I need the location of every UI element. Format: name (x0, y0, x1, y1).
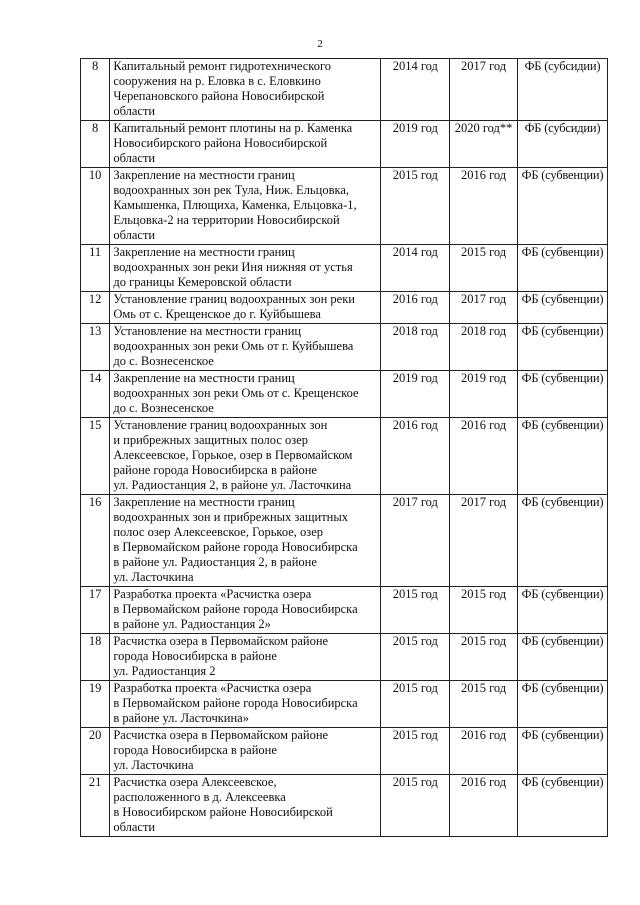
measure-name-line: Ельцовка-2 на территории Новосибирской (113, 213, 340, 227)
measure-name-line: в Первомайском районе города Новосибирска (113, 696, 358, 710)
measure-name-line: ул. Радиостанция 2 (113, 664, 216, 678)
funding-source: ФБ (субвенции) (517, 371, 607, 418)
start-year: 2016 год (381, 418, 450, 495)
measure-name-cell (110, 495, 381, 587)
measure-name-line: Расчистка озера в Первомайском районе (113, 634, 329, 648)
end-year: 2016 год (450, 168, 518, 245)
funding-source: ФБ (субвенции) (517, 681, 607, 728)
funding-source: ФБ (субсидии) (517, 59, 607, 121)
start-year: 2018 год (381, 324, 450, 371)
row-number: 10 (81, 168, 110, 245)
table-row (81, 371, 608, 418)
row-number: 11 (81, 245, 110, 292)
table-row (81, 775, 608, 837)
table-row (81, 495, 608, 587)
start-year: 2015 год (381, 775, 450, 837)
measure-name-line: Установление на местности границ (113, 324, 302, 338)
measure-name-line: города Новосибирска в районе (113, 743, 277, 757)
table-row (81, 728, 608, 775)
end-year: 2017 год (450, 59, 518, 121)
table-row (81, 634, 608, 681)
end-year: 2016 год (450, 418, 518, 495)
measure-name-line: ул. Ласточкина (113, 758, 194, 772)
measure-name-cell (110, 775, 381, 837)
row-number: 8 (81, 121, 110, 168)
measure-name-line: города Новосибирска в районе (113, 649, 277, 663)
row-number: 13 (81, 324, 110, 371)
funding-source: ФБ (субвенции) (517, 775, 607, 837)
funding-source: ФБ (субвенции) (517, 418, 607, 495)
row-number: 15 (81, 418, 110, 495)
measure-name-line: в Первомайском районе города Новосибирска (113, 602, 358, 616)
measure-name-cell (110, 681, 381, 728)
row-number: 17 (81, 587, 110, 634)
measure-name-line: области (113, 104, 156, 118)
measure-name-line: области (113, 820, 156, 834)
funding-source: ФБ (субвенции) (517, 168, 607, 245)
start-year: 2015 год (381, 634, 450, 681)
table-row (81, 59, 608, 121)
measure-name-line: в Первомайском районе города Новосибирска (113, 540, 358, 554)
measure-name-line: полос озер Алексеевское, Горькое, озер (113, 525, 324, 539)
measure-name-line: и прибрежных защитных полос озер (113, 433, 308, 447)
measure-name-line: в Новосибирском районе Новосибирской (113, 805, 333, 819)
measure-name-line: в районе ул. Радиостанция 2, в районе (113, 555, 317, 569)
table-row (81, 292, 608, 324)
measure-name-line: Алексеевское, Горькое, озер в Первомайском (113, 448, 353, 462)
end-year: 2015 год (450, 681, 518, 728)
measure-name-line: Разработка проекта «Расчистка озера (113, 587, 312, 601)
measure-name-line: в районе ул. Радиостанция 2» (113, 617, 271, 631)
measure-name-cell (110, 587, 381, 634)
start-year: 2015 год (381, 168, 450, 245)
end-year: 2020 год** (450, 121, 518, 168)
measure-name-cell (110, 168, 381, 245)
row-number: 14 (81, 371, 110, 418)
table-row (81, 245, 608, 292)
measure-name-line: ул. Радиостанция 2, в районе ул. Ласточкина (113, 478, 352, 492)
table-row (81, 324, 608, 371)
start-year: 2014 год (381, 59, 450, 121)
measure-name-line: Закрепление на местности границ (113, 371, 295, 385)
start-year: 2015 год (381, 728, 450, 775)
measure-name-cell (110, 371, 381, 418)
table-row (81, 587, 608, 634)
end-year: 2015 год (450, 634, 518, 681)
start-year: 2019 год (381, 371, 450, 418)
funding-source: ФБ (субвенции) (517, 634, 607, 681)
end-year: 2018 год (450, 324, 518, 371)
measure-name-line: Омь от с. Крещенское до г. Куйбышева (113, 307, 321, 321)
end-year: 2017 год (450, 495, 518, 587)
row-number: 21 (81, 775, 110, 837)
start-year: 2015 год (381, 587, 450, 634)
table-row (81, 121, 608, 168)
end-year: 2015 год (450, 245, 518, 292)
row-number: 8 (81, 59, 110, 121)
measure-name-line: Камышенка, Плющиха, Каменка, Ельцовка-1, (113, 198, 357, 212)
start-year: 2016 год (381, 292, 450, 324)
measure-name-cell (110, 121, 381, 168)
measure-name-line: Разработка проекта «Расчистка озера (113, 681, 312, 695)
funding-source: ФБ (субвенции) (517, 245, 607, 292)
measure-name-cell (110, 418, 381, 495)
measure-name-line: водоохранных зон реки Омь от г. Куйбышева (113, 339, 354, 353)
funding-source: ФБ (субвенции) (517, 728, 607, 775)
measure-name-line: Закрепление на местности границ (113, 495, 295, 509)
measure-name-line: Капитальный ремонт гидротехнического (113, 59, 332, 73)
row-number: 16 (81, 495, 110, 587)
end-year: 2016 год (450, 728, 518, 775)
measure-name-line: водоохранных зон реки Иня нижняя от устья (113, 260, 353, 274)
measure-name-line: Закрепление на местности границ (113, 245, 295, 259)
funding-source: ФБ (субвенции) (517, 292, 607, 324)
measures-table-body (81, 59, 608, 837)
measure-name-line: ул. Ласточкина (113, 570, 194, 584)
measure-name-line: до с. Вознесенское (113, 354, 214, 368)
end-year: 2015 год (450, 587, 518, 634)
measure-name-line: Расчистка озера Алексеевское, (113, 775, 277, 789)
funding-source: ФБ (субвенции) (517, 324, 607, 371)
page-number: 2 (317, 38, 323, 50)
table-row (81, 418, 608, 495)
measure-name-line: Капитальный ремонт плотины на р. Каменка (113, 121, 353, 135)
measure-name-line: до с. Вознесенское (113, 401, 214, 415)
measure-name-line: Новосибирского района Новосибирской (113, 136, 328, 150)
measure-name-line: районе города Новосибирска в районе (113, 463, 317, 477)
row-number: 18 (81, 634, 110, 681)
measure-name-line: водоохранных зон рек Тула, Ниж. Ельцовка, (113, 183, 350, 197)
measure-name-line: Расчистка озера в Первомайском районе (113, 728, 329, 742)
measure-name-cell (110, 245, 381, 292)
end-year: 2016 год (450, 775, 518, 837)
start-year: 2014 год (381, 245, 450, 292)
funding-source: ФБ (субвенции) (517, 495, 607, 587)
measure-name-line: области (113, 151, 156, 165)
row-number: 19 (81, 681, 110, 728)
measure-name-line: водоохранных зон реки Омь от с. Крещенское (113, 386, 359, 400)
measure-name-line: области (113, 228, 156, 242)
measures-table (80, 58, 608, 837)
funding-source: ФБ (субсидии) (517, 121, 607, 168)
measure-name-line: водоохранных зон и прибрежных защитных (113, 510, 349, 524)
end-year: 2017 год (450, 292, 518, 324)
measure-name-line: Установление границ водоохранных зон реки (113, 292, 355, 306)
row-number: 12 (81, 292, 110, 324)
measure-name-cell (110, 59, 381, 121)
row-number: 20 (81, 728, 110, 775)
measure-name-line: Черепановского района Новосибирской (113, 89, 325, 103)
measure-name-line: расположенного в д. Алексеевка (113, 790, 286, 804)
measure-name-cell (110, 634, 381, 681)
start-year: 2019 год (381, 121, 450, 168)
table-row (81, 168, 608, 245)
measure-name-line: Закрепление на местности границ (113, 168, 295, 182)
table-row (81, 681, 608, 728)
measure-name-cell (110, 324, 381, 371)
start-year: 2017 год (381, 495, 450, 587)
measure-name-line: сооружения на р. Еловка в с. Еловкино (113, 74, 321, 88)
measure-name-line: в районе ул. Ласточкина» (113, 711, 249, 725)
measure-name-line: до границы Кемеровской области (113, 275, 292, 289)
measure-name-cell (110, 728, 381, 775)
end-year: 2019 год (450, 371, 518, 418)
start-year: 2015 год (381, 681, 450, 728)
funding-source: ФБ (субвенции) (517, 587, 607, 634)
measure-name-line: Установление границ водоохранных зон (113, 418, 328, 432)
measure-name-cell (110, 292, 381, 324)
